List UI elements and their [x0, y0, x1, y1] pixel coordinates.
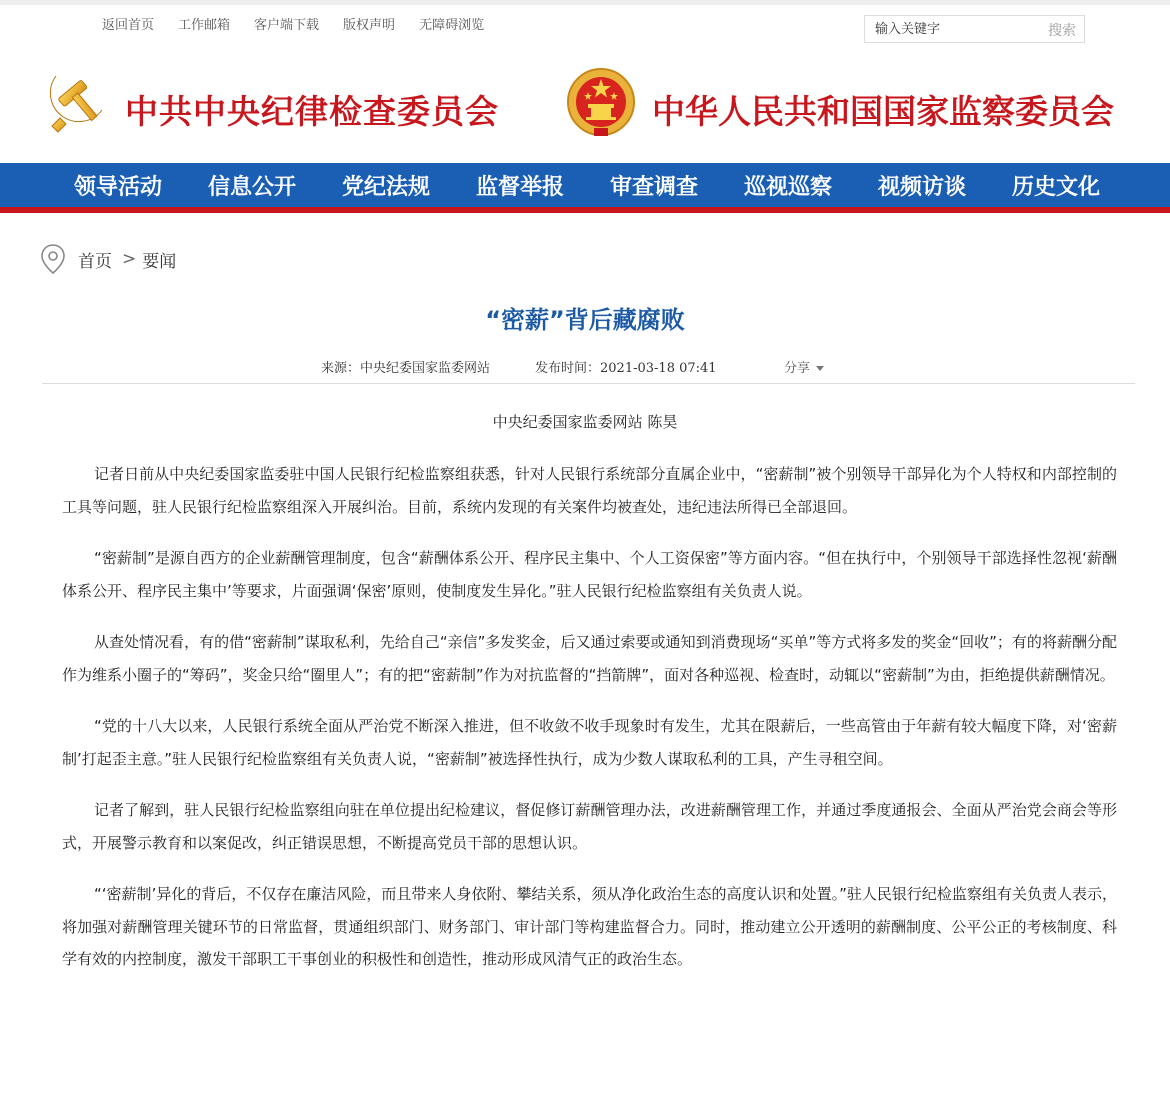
nav-history[interactable]: 历史文化 [1012, 173, 1101, 200]
share-label: 分享 [784, 361, 811, 376]
article-paragraph: “‘密薪制’异化的背后，不仅存在廉洁风险，而且带来人身依附、攀结关系，须从净化政治生态的高度认识和处置。”驻人民银行纪检监察组有关负责人表示，将加强对薪酬管理关键环节的日常监督，贯通组织部门、财务部门、审计部门等构建监督合力。同时，推动建立公开透明的薪酬制度、公平公正的考核制度、科学有效的内控制度，激发干部职工干事创业的积极性和创造性，推动形成风清气正的政治生态。 [62, 885, 1117, 968]
top-strip [0, 0, 1170, 5]
article-paragraph: “密薪制”是源自西方的企业薪酬管理制度，包含“薪酬体系公开、程序民主集中、个人工资保密”等方面内容。“但在执行中，个别领导干部选择性忽视‘薪酬体系公开、程序民主集中’等要求，片面强调‘保密’原则，使制度发生异化。”驻人民银行纪检监察组有关负责人说。 [62, 549, 1117, 600]
nav-party-regulations[interactable]: 党纪法规 [342, 173, 431, 200]
breadcrumb-current[interactable]: 要闻 [142, 251, 177, 272]
nav-inspection[interactable]: 巡视巡察 [744, 173, 833, 200]
party-emblem-icon [42, 66, 112, 136]
share-button[interactable] [784, 357, 824, 376]
nav-investigation[interactable]: 审查调查 [610, 173, 699, 200]
source-value: 中央纪委国家监委网站 [360, 361, 491, 376]
nav-report[interactable]: 监督举报 [476, 173, 565, 200]
time-label: 发布时间： [535, 361, 601, 376]
nsc-title: 中华人民共和国国家监察委员会 [652, 92, 1114, 131]
article-title: “密薪”背后藏腐败 [485, 306, 685, 334]
article-body [62, 458, 1117, 995]
search-input[interactable] [865, 16, 1035, 42]
ccdi-title: 中共中央纪律检查委员会 [125, 92, 499, 131]
nav-video[interactable]: 视频访谈 [878, 173, 967, 200]
link-home[interactable]: 返回首页 [102, 18, 155, 33]
article-publish-time [535, 357, 717, 376]
link-mailbox[interactable]: 工作邮箱 [178, 18, 231, 33]
nav-red-underline [0, 207, 1170, 213]
search-box [864, 15, 1085, 43]
source-label: 来源： [321, 361, 361, 376]
time-value: 2021-03-18 07:41 [600, 361, 717, 376]
location-pin-icon [40, 243, 66, 275]
article-paragraph: 记者日前从中央纪委国家监委驻中国人民银行纪检监察组获悉，针对人民银行系统部分直属企业中，“密薪制”被个别领导干部异化为个人特权和内部控制的工具等问题，驻人民银行纪检监察组深入开展纠治。目前，系统内发现的有关案件均被查处，违纪违法所得已全部退回。 [62, 465, 1117, 516]
nav-leadership[interactable]: 领导活动 [74, 173, 163, 200]
breadcrumb-home[interactable]: 首页 [78, 251, 112, 272]
article-paragraph: 记者了解到，驻人民银行纪检监察组向驻在单位提出纪检建议，督促修订薪酬管理办法，改进薪酬管理工作，并通过季度通报会、全面从严治党会商会等形式，开展警示教育和以案促改，纠正错误思想，不断提高党员干部的思想认识。 [62, 801, 1117, 852]
search-button[interactable]: 搜索 [1048, 23, 1076, 39]
meta-divider [42, 383, 1135, 384]
link-accessibility[interactable]: 无障碍浏览 [419, 18, 485, 33]
main-nav [74, 163, 1146, 207]
article-paragraph: “党的十八大以来，人民银行系统全面从严治党不断深入推进，但不收敛不收手现象时有发生，尤其在限薪后，一些高管由于年薪有较大幅度下降，对‘密薪制’打起歪主意。”驻人民银行纪检监察组有关负责人说，“密薪制”被选择性执行，成为少数人谋取私利的工具，产生寻租空间。 [62, 717, 1117, 768]
article-source [321, 357, 490, 376]
link-client-download[interactable]: 客户端下载 [254, 18, 320, 33]
nav-info-disclosure[interactable]: 信息公开 [208, 173, 297, 200]
national-emblem-icon [566, 66, 636, 138]
article-paragraph: 从查处情况看，有的借“密薪制”谋取私利，先给自己“亲信”多发奖金，后又通过索要或通知到消费现场“买单”等方式将多发的奖金“回收”；有的将薪酬分配作为维系小圈子的“筹码”，奖金只给“圈里人”；有的把“密薪制”作为对抗监督的“挡箭牌”，面对各种巡视、检查时，动辄以“密薪制”为由，拒绝提供薪酬情况。 [62, 633, 1117, 684]
top-links [102, 14, 484, 33]
article-byline: 中央纪委国家监委网站 陈昊 [492, 413, 678, 431]
breadcrumb [40, 243, 176, 275]
chevron-down-icon [816, 366, 824, 371]
link-copyright[interactable]: 版权声明 [343, 18, 396, 33]
breadcrumb-separator: > [122, 249, 137, 269]
